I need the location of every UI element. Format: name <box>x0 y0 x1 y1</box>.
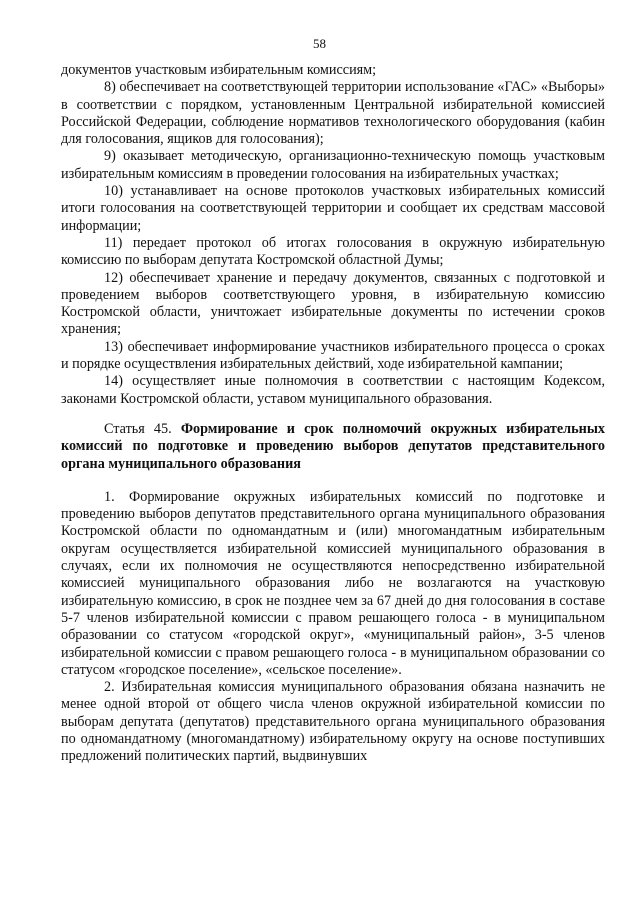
list-item-14: 14) осуществляет иные полномочия в соответствии с настоящим Кодексом, законами Костромской области, уставом муниципального образования. <box>61 373 605 407</box>
document-body <box>61 62 605 766</box>
article-number: Статья 45. <box>104 420 172 437</box>
article-heading <box>61 421 605 473</box>
list-item-9: 9) оказывает методическую, организационно-техническую помощь участковым избирательным комиссиям в проведении голосования на избирательных участках; <box>61 148 605 182</box>
article-title: Формирование и срок полномочий окружных избирательных комиссий по подготовке и проведению выборов депутатов представительного органа муниципального образования <box>61 420 605 472</box>
page-number: 58 <box>313 36 326 51</box>
list-item-10: 10) устанавливает на основе протоколов участковых избирательных комиссий итоги голосования на соответствующей территории и сообщает их средствам массовой информации; <box>61 183 605 234</box>
paragraph-continuation: документов участковым избирательным комиссиям; <box>61 62 377 78</box>
list-item-11: 11) передает протокол об итогах голосования в окружную избирательную комиссию по выборам депутата Костромской областной Думы; <box>61 234 605 269</box>
article-paragraph-1: 1. Формирование окружных избирательных комиссий по подготовке и проведению выборов депутатов представительного органа муниципального образования Костромской области по одномандатным и (или) многомандатным избирательным округам осуществляется избирательной комиссией муниципального образования в случаях, если их полномочия не осуществляются непосредственно избирательной комиссией муниципального образования либо не возлагаются на участковую избирательную комиссию, в срок не позднее чем за 67 дней до дня голосования в составе 5-7 членов избирательной комиссии с правом решающего голоса - в муниципальном образовании со статусом «городской округ», «муниципальный район», 3-5 членов избирательной комиссии с правом решающего голоса - в муниципальном образовании со статусом «городское поселение», «сельское поселение». <box>61 488 605 678</box>
list-item-12: 12) обеспечивает хранение и передачу документов, связанных с подготовкой и проведением выборов соответствующего уровня, в избирательную комиссию Костромской области, уничтожает избирательные документы по истечении сроков хранения; <box>61 269 605 338</box>
list-item-8: 8) обеспечивает на соответствующей территории использование «ГАС» «Выборы» в соответствии с порядком, установленным Центральной избирательной комиссией Российской Федерации, соблюдение нормативов технологического оборудования (кабин для голосования, ящиков для голосования); <box>61 79 605 148</box>
list-item-13: 13) обеспечивает информирование участников избирательного процесса о сроках и порядке осуществления избирательных действий, ходе избирательной кампании; <box>61 338 605 373</box>
article-paragraph-2: 2. Избирательная комиссия муниципального образования обязана назначить не менее одной второй от общего числа членов окружной избирательной комиссии по выборам депутата (депутатов) представительного органа муниципального образования по одномандатному (многомандатному) избирательному округу на основе поступивших предложений политических партий, выдвинувших <box>61 679 605 765</box>
